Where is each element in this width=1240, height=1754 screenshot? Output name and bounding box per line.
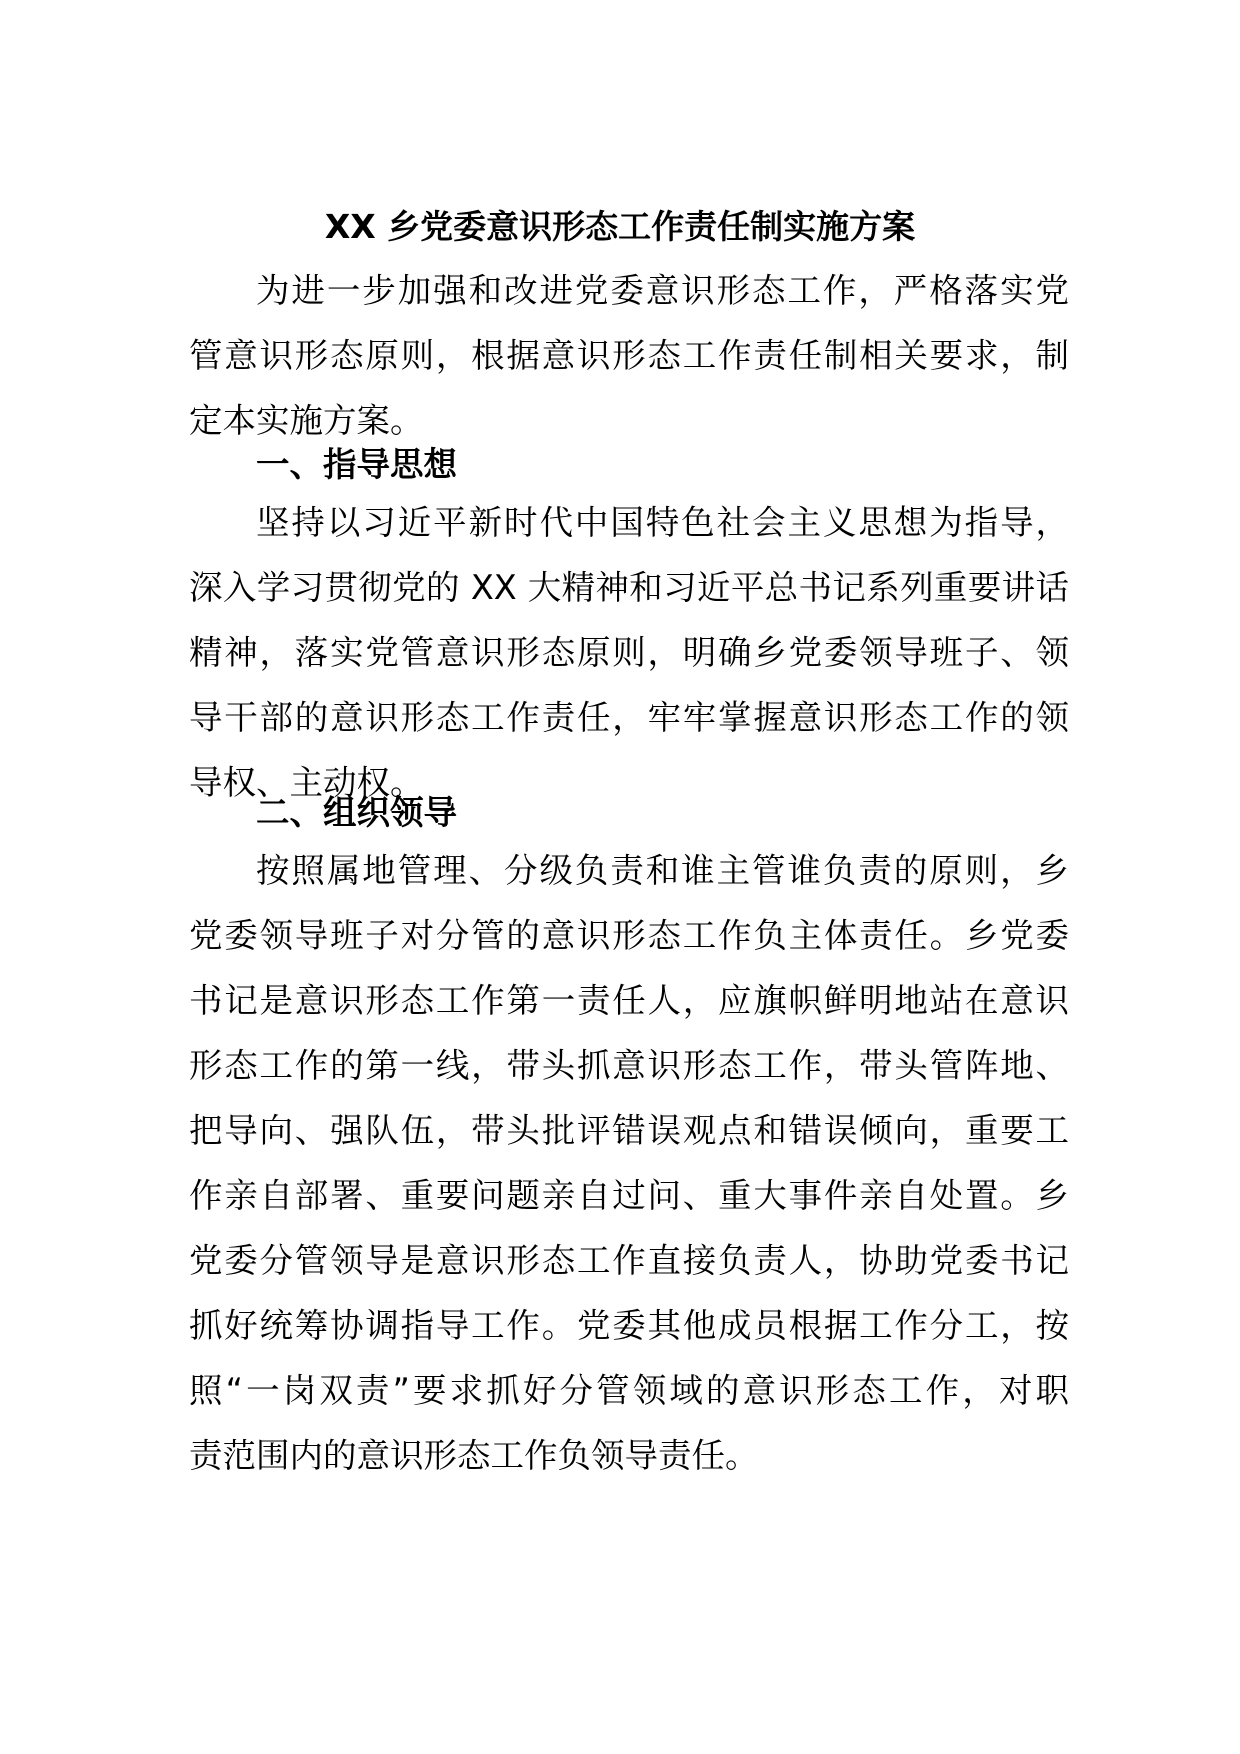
- section-heading-text: 一、指导思想: [256, 445, 457, 484]
- paragraph-line: 作亲自部署、重要问题亲自过问、重大事件亲自处置。乡: [189, 1176, 1069, 1215]
- section-heading-guiding-thought: [189, 432, 1069, 497]
- paragraph-line: 责范围内的意识形态工作负领导责任。: [189, 1436, 759, 1475]
- paragraph-line: 导权、主动权。: [189, 763, 424, 802]
- section-guiding-thought-paragraph: [189, 490, 1069, 815]
- intro-paragraph: [189, 258, 1069, 453]
- paragraph-line: 照“一岗双责”要求抓好分管领域的意识形态工作，对职: [189, 1371, 1069, 1410]
- paragraph-line: 把导向、强队伍，带头批评错误观点和错误倾向，重要工: [189, 1111, 1069, 1150]
- paragraph-line: 深入学习贯彻党的 XX 大精神和习近平总书记系列重要讲话: [189, 568, 1069, 607]
- paragraph-line: 管意识形态原则，根据意识形态工作责任制相关要求，制: [189, 336, 1069, 375]
- paragraph-line: 书记是意识形态工作第一责任人，应旗帜鲜明地站在意识: [189, 981, 1069, 1020]
- paragraph-line: 坚持以习近平新时代中国特色社会主义思想为指导，: [256, 503, 1069, 542]
- section-heading-text: 二、组织领导: [256, 793, 457, 832]
- paragraph-line: 导干部的意识形态工作责任，牢牢掌握意识形态工作的领: [189, 698, 1069, 737]
- paragraph-line: 抓好统筹协调指导工作。党委其他成员根据工作分工，按: [189, 1306, 1069, 1345]
- paragraph-line: 为进一步加强和改进党委意识形态工作，严格落实党: [256, 271, 1069, 310]
- section-heading-organization-leadership: [189, 780, 1069, 845]
- paragraph-line: 精神，落实党管意识形态原则，明确乡党委领导班子、领: [189, 633, 1069, 672]
- paragraph-line: 党委领导班子对分管的意识形态工作负主体责任。乡党委: [189, 916, 1069, 955]
- paragraph-line: 按照属地管理、分级负责和谁主管谁负责的原则，乡: [256, 851, 1069, 890]
- paragraph-line: 定本实施方案。: [189, 401, 424, 440]
- document-title: XX 乡党委意识形态工作责任制实施方案: [324, 207, 916, 246]
- paragraph-line: 党委分管领导是意识形态工作直接负责人，协助党委书记: [189, 1241, 1069, 1280]
- section-organization-leadership-paragraph: [189, 838, 1069, 1488]
- paragraph-line: 形态工作的第一线，带头抓意识形态工作，带头管阵地、: [189, 1046, 1069, 1085]
